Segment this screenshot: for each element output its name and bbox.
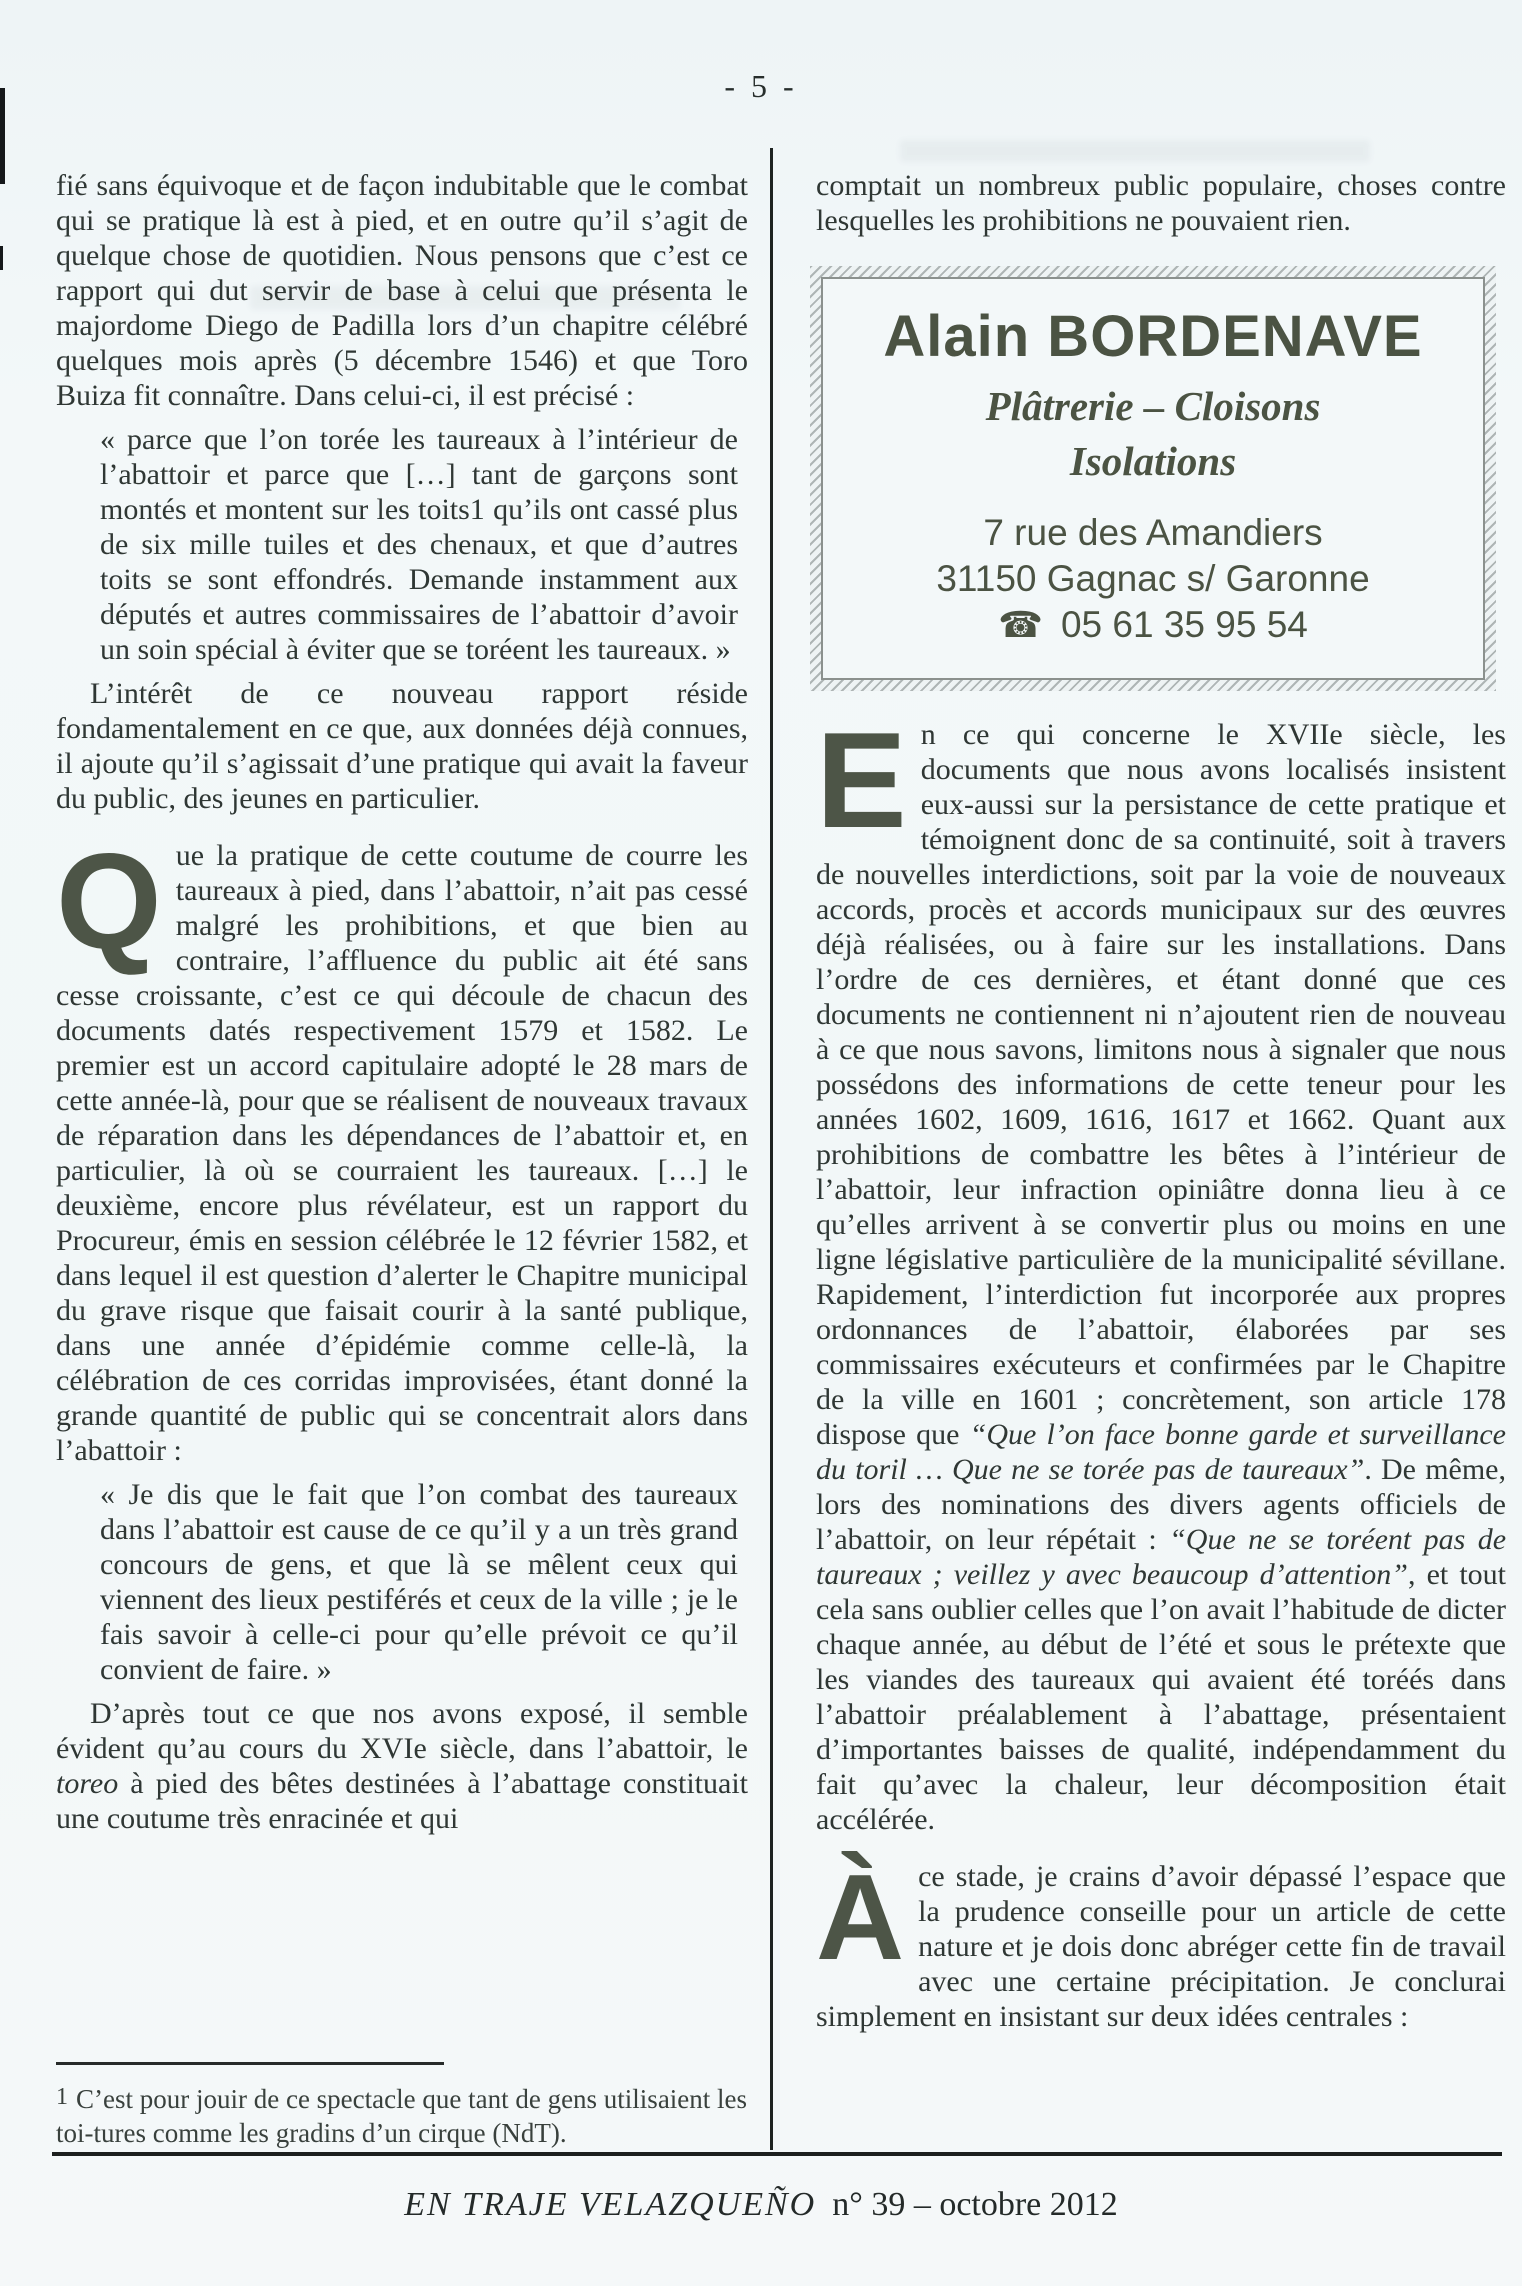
ad-address-city: 31150 Gagnac s/ Garonne	[936, 558, 1370, 600]
ad-phone-line	[831, 602, 1475, 648]
paragraph-with-dropcap	[56, 825, 748, 1468]
paragraph-text: à pied des bêtes destinées à l’abattage constituait une coutume très enracinée et qui	[56, 1767, 748, 1835]
italic-term: toreo	[56, 1767, 119, 1800]
ad-service-line: Isolations	[1069, 438, 1237, 485]
drop-cap-a-grave: À	[816, 1849, 905, 1986]
footnote-text: toi-tures comme les gradins d’un cirque (NdT).	[56, 2118, 567, 2148]
bleed-through-smudge	[900, 140, 1370, 162]
issue-and-date: n° 39 – octobre 2012	[832, 2186, 1118, 2223]
left-column	[56, 168, 748, 1836]
ad-company-name: Alain BORDENAVE	[883, 304, 1423, 369]
ad-service-line: Plâtrerie – Cloisons	[985, 382, 1321, 429]
telephone-icon: ☎	[998, 604, 1043, 646]
paragraph-text: ce stade, je crains d’avoir dépassé l’espace que la prudence conseille pour un article de cette nature et je dois donc abréger cette fin de travail avec une certaine précipitation. Je conclurai simplement en insistant sur deux idées centrales :	[816, 1860, 1506, 2034]
italic-quotation: “Que ne se toréent pas de taureaux ; veillez y avec beaucoup d’attention”	[816, 1523, 1507, 1592]
footnote	[56, 2080, 760, 2150]
paragraph-text: n ce qui concerne le XVIIe siècle, les documents que nous avons localisés insistent eux-aussi sur la persistance de cette pratique et témoignent donc de sa continuité, soit à travers de nouvelles interdictions, soit par la voie de nouveaux accords, procès et accords municipaux sur des œuvres déjà réalisées, ou à faire sur les installations. Dans l’ordre de ces dernières, et étant donné que ces documents ne contiennent ni n’ajoutent rien de nouveau à ce que nous savons, limitons nous à signaler que nous possédons des informations de cette teneur pour les années 1602, 1609, 1616, 1617 et 1662. Quant aux prohibitions de combattre les bêtes à l’intérieur de l’abattoir, leur infraction opiniâtre donna lieu à ce qu’elles arrivent à se convertir plus ou moins en une ligne législative particulière de la municipalité sévillane. Rapidement, l’interdiction fut incorporée aux propres ordonnances de l’abattoir, élaborées par ses commissaires exécuteurs et confirmées par le Chapitre de la ville en 1601 ; concrètement, son article 178 dispose que	[816, 718, 1506, 1452]
italic-quotation: “Que l’on face bonne garde et surveillance du toril … Que ne se torée pas de taureaux”	[816, 1418, 1506, 1487]
paragraph-text: D’après tout ce que nos avons exposé, il semble évident qu’au cours du XVIe siècle, dans l’abattoir, le	[56, 1697, 748, 1765]
blockquote: « parce que l’on torée les taureaux à l’intérieur de l’abattoir et parce que […] tant de garçons sont montés et montent sur les toits1 qu’ils ont cassé plus de six mille tuiles et des chenaux, et que d’autres toits se sont effondrés. Demande instamment aux députés et autres commissaires de l’abattoir d’avoir un soin spécial à éviter que se toréent les taureaux. »	[100, 423, 738, 666]
advertisement-border	[821, 277, 1485, 680]
scan-edge-artifact	[0, 246, 3, 270]
journal-title: EN TRAJE VELAZQUEÑO	[404, 2186, 817, 2223]
column-divider-rule	[770, 148, 773, 2150]
right-column	[816, 168, 1506, 2034]
footnote-marker: 1	[56, 2084, 68, 2110]
footer-rule	[52, 2152, 1502, 2156]
paragraph: L’intérêt de ce nouveau rapport réside fondamentalement en ce que, aux données déjà connues, il ajoute qu’il s’agissait d’une pratique qui avait la faveur du public, des jeunes en particulier.	[56, 677, 748, 815]
paragraph-with-dropcap	[816, 1849, 1506, 2034]
paragraph-with-dropcap	[816, 704, 1507, 1837]
footnote-rule	[56, 2062, 444, 2065]
paragraph: comptait un nombreux public populaire, choses contre lesquelles les prohibitions ne pouvaient rien.	[816, 169, 1506, 237]
page-footer	[0, 2186, 1522, 2224]
drop-cap-e: E	[816, 704, 907, 857]
page-number: - 5 -	[724, 68, 798, 104]
paragraph-text: , et tout cela sans oublier celles que l’on avait l’habitude de dicter chaque année, au début de l’été et sous le prétexte que les viandes des taureaux qui avaient été toréés dans l’abattoir préalablement à l’abattage, présentaient d’importantes baisses de qualité, indépendamment du fait qu’avec la chaleur, leur décomposition était accélérée.	[816, 1558, 1506, 1837]
ad-address-street: 7 rue des Amandiers	[983, 512, 1323, 554]
blockquote: « Je dis que le fait que l’on combat des taureaux dans l’abattoir est cause de ce qu’il y a un très grand concours de gens, et que là se mêlent ceux qui viennent des lieux pestiférés et ceux de la ville ; je le fais savoir à celle-ci pour qu’elle prévoit ce qu’il convient de faire. »	[100, 1478, 738, 1686]
paragraph-text: . De même, lors des nominations des divers agents officiels de l’abattoir, on leur répétait :	[816, 1453, 1506, 1557]
advertisement-box	[810, 266, 1496, 691]
paragraph	[56, 1696, 748, 1836]
drop-cap-q: Q	[56, 825, 162, 977]
ad-phone-number: 05 61 35 95 54	[1060, 604, 1308, 646]
paragraph: fié sans équivoque et de façon indubitable que le combat qui se pratique là est à pied, et en outre qu’il s’agit de quelque chose de quotidien. Nous pensons que c’est ce rapport qui dut servir de base à celui que présenta le majordome Diego de Padilla lors d’un chapitre célébré quelques mois après (5 décembre 1546) et que Toro Buiza fit connaître. Dans celui-ci, il est précisé :	[56, 169, 748, 412]
paragraph-text: ue la pratique de cette coutume de courre les taureaux à pied, dans l’abattoir, n’ait pas cessé malgré les prohibitions, et que bien au contraire, l’affluence du public ait été sans cesse croissante, c’est ce qui découle de chacun des documents datés respectivement 1579 et 1582. Le premier est un accord capitulaire adopté le 28 mars de cette année-là, pour que se réalisent de nouveaux travaux de réparation dans les dépendances de l’abattoir et, en particulier, là où se courraient les taureaux. […] le deuxième, encore plus révélateur, est un rapport du Procureur, émis en session célébrée le 12 février 1582, et dans lequel il est question d’alerter le Chapitre municipal du grave risque que faisait courir à la santé publique, dans une année d’épidémie comme celle-là, la célébration de ces corridas improvisées, étant donné la grande quantité de public qui se concentrait alors dans l’abattoir :	[56, 839, 748, 1467]
footnote-text: C’est pour jouir de ce spectacle que tant de gens utilisaient les	[76, 2084, 748, 2114]
